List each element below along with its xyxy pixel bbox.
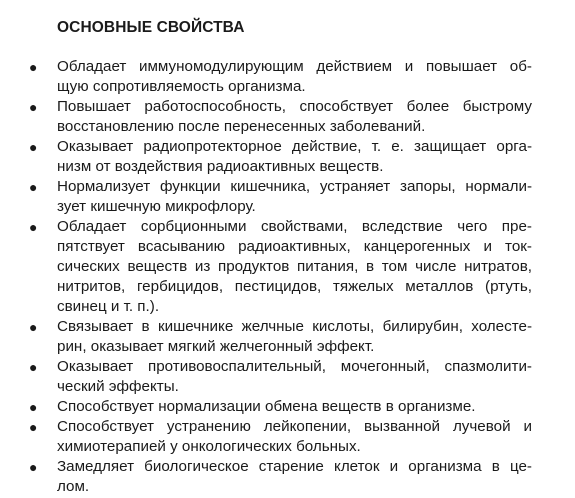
- bullet-icon: ●: [29, 319, 38, 335]
- text-line: свинец и т. п.).: [57, 298, 160, 315]
- bullet-icon: ●: [29, 139, 38, 155]
- text-line: Нормализует функции кишечника, устраняет запоры, нормали-: [57, 178, 532, 195]
- bullet-icon: ●: [29, 219, 38, 235]
- text-line: Связывает в кишечнике желчные кислоты, билирубин, холесте-: [57, 318, 532, 335]
- list-item: [0, 397, 575, 417]
- text-line: сических веществ из продуктов питания, в том числе нитратов,: [57, 258, 532, 275]
- list-item: [0, 357, 575, 397]
- text-line: химиотерапией у онкологических больных.: [57, 438, 361, 455]
- list-item: [0, 57, 575, 97]
- list-item-text: [57, 417, 532, 457]
- section-heading: ОСНОВНЫЕ СВОЙСТВА: [57, 19, 245, 36]
- list-item-text: [57, 317, 532, 357]
- list-item-text: [57, 357, 532, 397]
- text-line: Обладает сорбционными свойствами, вследствие чего пре-: [57, 218, 532, 235]
- list-item: [0, 217, 575, 317]
- bullet-icon: ●: [29, 59, 38, 75]
- text-line: зует кишечную микрофлору.: [57, 198, 256, 215]
- text-line: лом.: [57, 478, 90, 495]
- list-item: [0, 457, 575, 497]
- bullet-icon: ●: [29, 399, 38, 415]
- list-item-text: [57, 137, 532, 177]
- text-line: Способствует устранению лейкопении, вызванной лучевой и: [57, 418, 532, 435]
- text-line: Оказывает радиопротекторное действие, т. е. защищает орга-: [57, 138, 532, 155]
- bullet-icon: ●: [29, 179, 38, 195]
- text-line: Обладает иммуномодулирующим действием и повышает об-: [57, 58, 532, 75]
- text-line: Замедляет биологическое старение клеток и организма в це-: [57, 458, 532, 475]
- text-line: Оказывает противовоспалительный, мочегонный, спазмолити-: [57, 358, 532, 375]
- list-item: [0, 317, 575, 357]
- list-item-text: [57, 57, 532, 97]
- list-item: [0, 137, 575, 177]
- text-line: нитритов, гербицидов, пестицидов, тяжелых металлов (ртуть,: [57, 278, 532, 295]
- text-line: щую сопротивляемость организма.: [57, 78, 306, 95]
- properties-list: [0, 57, 575, 497]
- bullet-icon: ●: [29, 359, 38, 375]
- bullet-icon: ●: [29, 99, 38, 115]
- text-line: пятствует всасыванию радиоактивных, канцерогенных и ток-: [57, 238, 532, 255]
- bullet-icon: ●: [29, 459, 38, 475]
- list-item: [0, 417, 575, 457]
- list-item: [0, 177, 575, 217]
- text-line: низм от воздействия радиоактивных веществ.: [57, 158, 384, 175]
- text-line: Повышает работоспособность, способствует более быстрому: [57, 98, 532, 115]
- text-line: восстановлению после перенесенных заболеваний.: [57, 118, 426, 135]
- list-item-text: [57, 457, 532, 497]
- list-item: [0, 97, 575, 137]
- text-line: ческий эффекты.: [57, 378, 179, 395]
- text-line: рин, оказывает мягкий желчегонный эффект.: [57, 338, 375, 355]
- list-item-text: [57, 177, 532, 217]
- bullet-icon: ●: [29, 419, 38, 435]
- list-item-text: [57, 97, 532, 137]
- text-line: Способствует нормализации обмена веществ в организме.: [57, 398, 476, 415]
- list-item-text: [57, 397, 532, 417]
- list-item-text: [57, 217, 532, 317]
